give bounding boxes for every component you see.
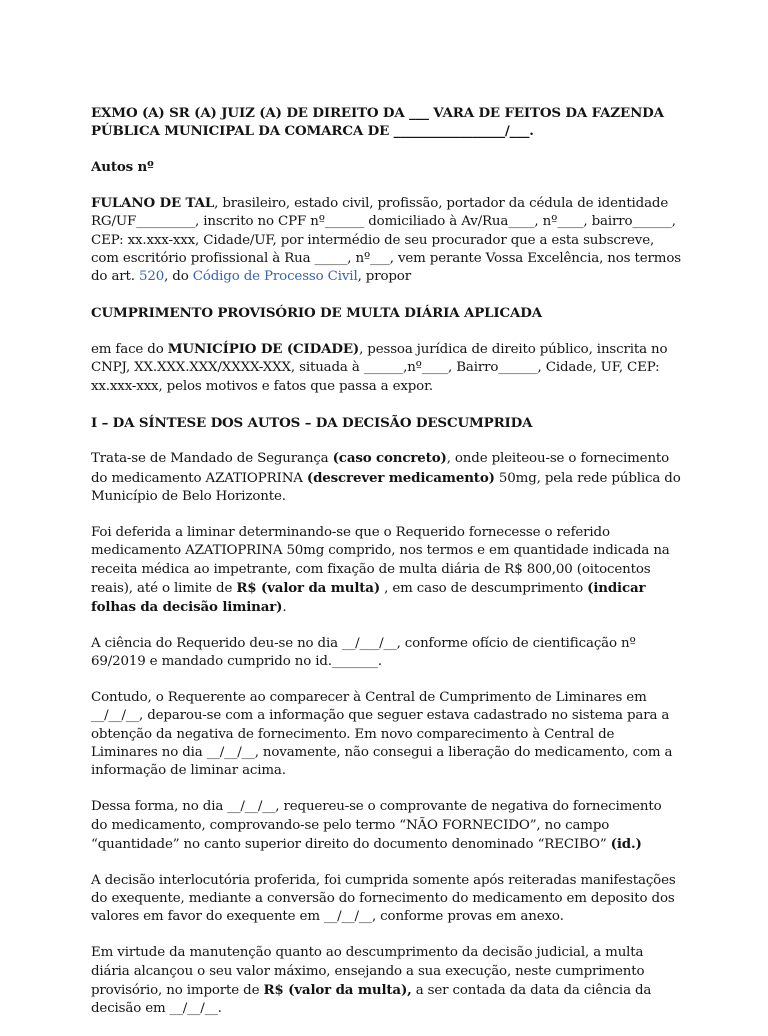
qualification-text-3: , propor	[357, 269, 411, 285]
decision-compliance-paragraph: A decisão interlocutória proferida, foi cumprida somente após reiteradas manifestações do exequente, mediante a conversão do fornecimento do medicamento em deposito dos valores em favor do exequente em __/__/__, conforme provas em anexo.	[91, 872, 676, 925]
notification-paragraph: A ciência do Requerido deu-se no dia __/___/__, conforme ofício de cientificação nº 69/2019 e mandado cumprido no id._______.	[91, 635, 636, 670]
fine-execution-bold: R$ (valor da multa),	[263, 981, 412, 998]
fine-execution-text-1: Em virtude da manutenção quanto ao descumprimento da decisão judicial, a multa diária alcançou o seu valor máximo, ensejando a sua execução, neste cumprimento provisório, no importe de	[91, 945, 645, 998]
defendant-paragraph	[91, 340, 681, 396]
negative-receipt-text: Dessa forma, no dia __/__/__, requereu-se o comprovante de negativa do fornecimento do medicamento, comprovando-se pelo termo “NÃO FORNECIDO”, no campo “quantidade” no canto superior direito do documento denominado “RECIBO”	[91, 799, 662, 852]
injunction-text-1: Foi deferida a liminar determinando-se que o Requerido fornecesse o referido medicamento AZATIOPRINA 50mg comprido, nos termos e em quantidade indicada na receita médica ao impetrante, com fixação de multa diária de R$ 800,00 (oitocentos reais), até o limite de	[91, 524, 670, 596]
action-title: CUMPRIMENTO PROVISÓRIO DE MULTA DIÁRIA APLICADA	[91, 305, 542, 322]
defendant-name: MUNICÍPIO DE (CIDADE)	[167, 341, 360, 358]
case-summary-bold-1: (caso concreto)	[332, 450, 447, 467]
case-summary-text-1: Trata-se de Mandado de Segurança	[91, 451, 333, 467]
petition-document	[91, 104, 681, 1036]
fine-execution-paragraph	[91, 944, 681, 1018]
negative-receipt-paragraph	[91, 798, 681, 854]
case-number-label: Autos nº	[91, 159, 154, 176]
section-1-title: I – DA SÍNTESE DOS AUTOS – DA DECISÃO DESCUMPRIDA	[91, 414, 533, 431]
court-address-heading: EXMO (A) SR (A) JUIZ (A) DE DIREITO DA ___ VARA DE FEITOS DA FAZENDA PÚBLICA MUNICIPAL DA COMARCA DE _________________/___.	[91, 105, 664, 140]
plaintiff-qualification-paragraph	[91, 194, 681, 286]
defendant-pre-text: em face do	[91, 342, 168, 358]
case-summary-paragraph	[91, 449, 681, 506]
article-520-link[interactable]: 520	[138, 269, 165, 285]
qualification-text-2: , do	[164, 269, 193, 285]
civil-procedure-code-link[interactable]: Código de Processo Civil	[192, 269, 358, 285]
case-summary-text-3: 50mg, pela rede pública do Município de Belo Horizonte.	[91, 470, 681, 505]
injunction-text-2: , em caso de descumprimento	[380, 580, 588, 596]
however-paragraph: Contudo, o Requerente ao comparecer à Central de Cumprimento de Liminares em __/__/__, deparou-se com a informação que seguer estava cadastrado no sistema para a obtenção da negativa de fornecimento. Em novo comparecimento à Central de Liminares no dia __/__/__, novamente, não consegui a liberação do medicamento, com a informação de liminar acima.	[91, 690, 673, 779]
injunction-bold-2: (indicar folhas da decisão liminar)	[91, 579, 646, 616]
qualification-text-1: , brasileiro, estado civil, profissão, portador da cédula de identidade RG/UF_________, inscrito no CPF nº______ domiciliado à Av/Rua____, nº____, bairro______, CEP: xx.xxx-xxx, Cidade/UF, por intermédio de seu procurador que a esta subscreve, com escritório profissional à Rua _____, nº___, vem perante Vossa Excelência, nos termos do art.	[91, 196, 681, 285]
negative-receipt-id: (id.)	[610, 835, 642, 852]
case-summary-bold-2: (descrever medicamento)	[306, 469, 495, 486]
defendant-post-text: , pessoa jurídica de direito público, inscrita no CNPJ, XX.XXX.XXX/XXXX-XXX, situada à ______,nº____, Bairro______, Cidade, UF, CEP: xx.xxx-xxx, pelos motivos e fatos que passa a expor.	[91, 342, 668, 394]
injunction-bold-1: R$ (valor da multa)	[236, 579, 381, 596]
case-summary-text-2: , onde pleiteou-se o fornecimento do medicamento AZATIOPRINA	[91, 451, 670, 486]
plaintiff-name: FULANO DE TAL	[91, 195, 215, 212]
fine-execution-text-2: a ser contada da data da ciência da decisão em __/__/__.	[91, 982, 652, 1017]
injunction-paragraph	[91, 524, 681, 617]
injunction-text-3: .	[282, 600, 287, 616]
